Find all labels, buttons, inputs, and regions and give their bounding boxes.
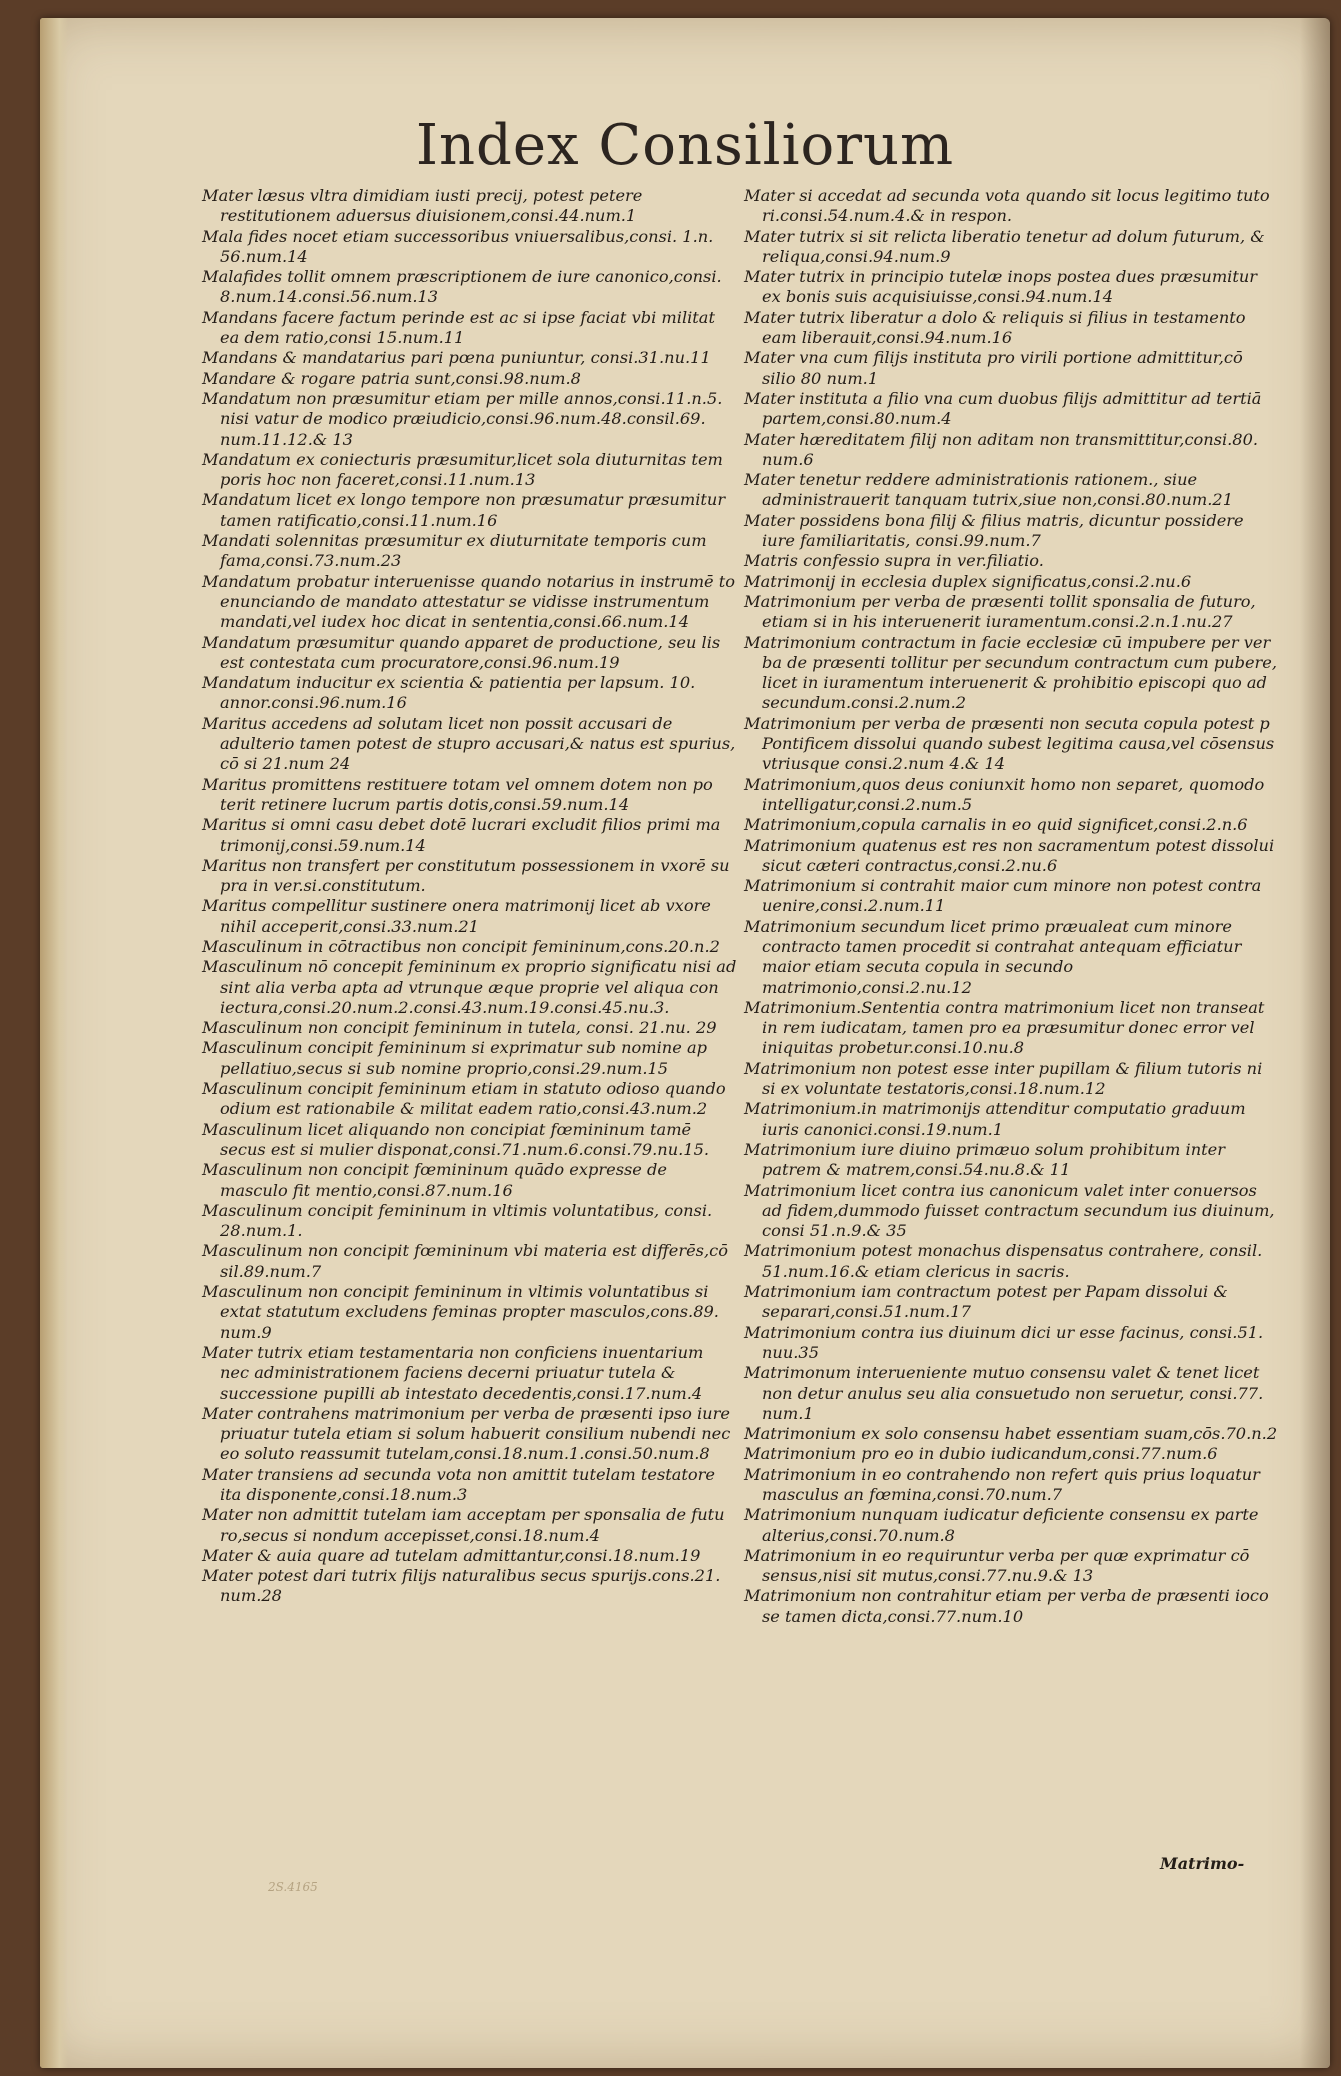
index-entry: Matrimonium licet contra ius canonicum valet inter conuersos ad fidem,dummodo fuisset contractum secundum ius diuinum, consi 51.n.9.& 35: [744, 1180, 1275, 1241]
index-entry: Masculinum nō concepit femininum ex proprio significatu nisi ad sint alia verba apta ad vtrunque æque proprie vel aliqua con iectura,consi.20.num.2.consi.43.num.19.consi.45.nu.3.: [202, 957, 737, 1017]
index-entry: Mater tutrix in principio tutelæ inops postea dues præsumitur ex bonis suis acquisiuisse,consi.94.num.14: [744, 267, 1258, 307]
index-entry: Masculinum concipit femininum si exprimatur sub nomine ap pellatiuo,secus si sub nomine proprio,consi.29.num.15: [202, 1038, 707, 1078]
index-entry: Matrimonium nunquam iudicatur deficiente consensu ex parte alterius,consi.70.num.8: [744, 1505, 1259, 1545]
index-entry: Matrimonium pro eo in dubio iudicandum,consi.77.num.6: [744, 1444, 1218, 1464]
index-entry: Mater instituta a filio vna cum duobus filijs admittitur ad tertiā partem,consi.80.num.4: [744, 388, 1262, 429]
index-entry: Mater tutrix si sit relicta liberatio tenetur ad dolum futurum, & reliqua,consi.94.num.9: [744, 226, 1265, 266]
index-entry: Matris confessio supra in ver.filiatio.: [744, 551, 1044, 571]
index-entry: Mandatum ex coniecturis præsumitur,licet sola diuturnitas tem poris hoc non faceret,consi.11.num.13: [202, 449, 723, 490]
index-entry: Mater tenetur reddere administrationis rationem., siue administrauerit tanquam tutrix,siue non,consi.80.num.21: [744, 470, 1233, 510]
index-entry: Matrimonium secundum licet primo præualeat cum minore contracto tamen procedit si contrahat antequam efficiatur maior etiam secuta copula in secundo matrimonio,consi.2.nu.12: [744, 916, 1242, 997]
index-entry: Malafides tollit omnem præscriptionem de iure canonico,consi. 8.num.14.consi.56.num.13: [202, 267, 722, 307]
index-entry: Masculinum non concipit femininum in vltimis voluntatibus si extat statutum excludens feminas propter masculos,cons.89. num.9: [202, 1282, 719, 1342]
index-entry: Mater potest dari tutrix filijs naturalibus secus spurijs.cons.21. num.28: [202, 1566, 721, 1606]
index-entry: Matrimonium,quos deus coniunxit homo non separet, quomodo intelligatur,consi.2.num.5: [744, 774, 1265, 814]
index-entry: Masculinum non concipit fœmininum quādo expresse de masculo fit mentio,consi.87.num.16: [202, 1160, 667, 1200]
index-entry: Matrimonium ex solo consensu habet essentiam suam,cōs.70.n.2: [744, 1424, 1278, 1444]
index-entry: Matrimonium per verba de præsenti non secuta copula potest p Pontificem dissolui quando subest legitima causa,vel cōsensus vtriusque consi.2.num 4.& 14: [744, 713, 1275, 774]
index-entry: Mater contrahens matrimonium per verba de præsenti ipso iure priuatur tutela etiam si solum habuerit consilium nubendi nec eo soluto reassumit tutelam,consi.18.num.1.consi.50.num.8: [202, 1403, 731, 1464]
index-entry: Matrimonium.Sententia contra matrimonium licet non transeat in rem iudicatam, tamen pro ea præsumitur donec error vel iniquitas probetur.consi.10.nu.8: [744, 997, 1265, 1058]
index-entry: Mater læsus vltra dimidiam iusti precij, potest petere restitutionem aduersus diuisionem,consi.44.num.1: [202, 186, 643, 226]
index-entry: Mandatum licet ex longo tempore non præsumatur præsumitur tamen ratificatio,consi.11.num.16: [202, 490, 726, 530]
index-entry: Matrimonium contra ius diuinum dici ur esse facinus, consi.51. nuu.35: [744, 1322, 1264, 1362]
index-entry: Masculinum in cōtractibus non concipit femininum,cons.20.n.2: [202, 936, 720, 956]
index-entry: Maritus compellitur sustinere onera matrimonij licet ab vxore nihil acceperit,consi.33.num.21: [202, 896, 711, 936]
index-entry: Mater transiens ad secunda vota non amittit tutelam testatore ita disponente,consi.18.num.3: [202, 1464, 715, 1504]
index-entry: Mater tutrix liberatur a dolo & reliquis si filius in testamento eam liberauit,consi.94.num.16: [744, 307, 1246, 348]
index-entry: Mandare & rogare patria sunt,consi.98.num.8: [202, 368, 581, 388]
index-entry: Matrimonium potest monachus dispensatus contrahere, consil. 51.num.16.& etiam clericus in sacris.: [744, 1241, 1263, 1281]
index-column-right: [744, 186, 1279, 1627]
index-entry: Matrimonium,copula carnalis in eo quid significet,consi.2.n.6: [744, 815, 1248, 835]
index-entry: Masculinum concipit femininum in vltimis voluntatibus, consi. 28.num.1.: [202, 1200, 713, 1241]
index-column-left: [202, 186, 737, 1607]
index-entry: Mandatum non præsumitur etiam per mille annos,consi.11.n.5. nisi vatur de modico præiudicio,consi.96.num.48.consil.69. num.11.12.& 13: [202, 388, 723, 449]
index-entry: Mandans & mandatarius pari pœna puniuntur, consi.31.nu.11: [202, 348, 711, 368]
index-entry: Matrimonium iam contractum potest per Papam dissolui & separari,consi.51.num.17: [744, 1282, 1228, 1322]
index-entry: Mandatum inducitur ex scientia & patientia per lapsum. 10. annor.consi.96.num.16: [202, 673, 696, 713]
index-entry: Masculinum concipit femininum etiam in statuto odioso quando odium est rationabile & militat eadem ratio,consi.43.num.2: [202, 1079, 726, 1119]
index-entry: Matrimonium in eo requiruntur verba per quæ exprimatur cō sensus,nisi sit mutus,consi.77.nu.9.& 13: [744, 1545, 1250, 1586]
index-entry: Mandatum præsumitur quando apparet de productione, seu lis est contestata cum procuratore,consi.96.num.19: [202, 632, 721, 672]
index-entry: Mandati solennitas præsumitur ex diuturnitate temporis cum fama,consi.73.num.23: [202, 531, 707, 571]
index-entry: Matrimonium per verba de præsenti tollit sponsalia de futuro, etiam si in his interuenerit iuramentum.consi.2.n.1.nu.27: [744, 591, 1256, 632]
index-entry: Matrimonium si contrahit maior cum minore non potest contra uenire,consi.2.num.11: [744, 876, 1262, 916]
index-entry: Matrimonium.in matrimonijs attenditur computatio graduum iuris canonici.consi.19.num.1: [744, 1099, 1246, 1139]
index-entry: Matrimonium non potest esse inter pupillam & filium tutoris ni si ex voluntate testatoris,consi.18.num.12: [744, 1058, 1263, 1099]
index-entry: Matrimonium contractum in facie ecclesiæ cū impubere per ver ba de præsenti tollitur per secundum contractum cum pubere, licet in iuramentum interuenerit & prohibitio episcopi quo ad secundum.consi.2.num.2: [744, 632, 1278, 713]
index-entry: Mater & auia quare ad tutelam admittantur,consi.18.num.19: [202, 1545, 701, 1565]
index-entry: Matrimonum interueniente mutuo consensu valet & tenet licet non detur anulus seu alia consuetudo non seruetur, consi.77. num.1: [744, 1363, 1264, 1423]
index-entry: Mater non admittit tutelam iam acceptam per sponsalia de futu ro,secus si nondum accepisset,consi.18.num.4: [202, 1505, 725, 1545]
index-entry: Matrimonij in ecclesia duplex significatus,consi.2.nu.6: [744, 571, 1192, 591]
page-title: Index Consiliorum: [415, 113, 955, 178]
index-entry: Masculinum non concipit femininum in tutela, consi. 21.nu. 29: [202, 1018, 717, 1038]
index-entry: Mandans facere factum perinde est ac si ipse faciat vbi militat ea dem ratio,consi 15.num.11: [202, 307, 715, 348]
catchword: Matrimo-: [1160, 1854, 1245, 1873]
library-stamp: 2S.4165: [268, 1880, 318, 1894]
index-entry: Maritus si omni casu debet dotē lucrari excludit filios primi ma trimonij,consi.59.num.14: [202, 815, 721, 855]
index-entry: Matrimonium quatenus est res non sacramentum potest dissolui sicut cæteri contractus,consi.2.nu.6: [744, 835, 1275, 875]
index-entry: Mandatum probatur interuenisse quando notarius in instrumē to enunciando de mandato attestatur se vidisse instrumentum mandati,vel iudex hoc dicat in sententia,consi.66.num.14: [202, 571, 736, 632]
gutter-shadow: [1300, 18, 1330, 2068]
index-entry: Maritus promittens restituere totam vel omnem dotem non po terit retinere lucrum partis dotis,consi.59.num.14: [202, 774, 713, 814]
index-entry: Matrimonium iure diuino primæuo solum prohibitum inter patrem & matrem,consi.54.nu.8.& 11: [744, 1139, 1225, 1180]
index-entry: Mater vna cum filijs instituta pro virili portione admittitur,cō silio 80 num.1: [744, 348, 1243, 388]
index-entry: Masculinum non concipit fœmininum vbi materia est differēs,cō sil.89.num.7: [202, 1241, 728, 1281]
index-entry: Mala fides nocet etiam successoribus vniuersalibus,consi. 1.n. 56.num.14: [202, 226, 714, 266]
index-entry: Matrimonium in eo contrahendo non refert quis prius loquatur masculus an fœmina,consi.70.num.7: [744, 1464, 1260, 1504]
index-entry: Mater tutrix etiam testamentaria non conficiens inuentarium nec administrationem faciens decerni priuatur tutela & successione pupilli ab intestato decedentis,consi.17.num.4: [202, 1342, 704, 1403]
index-entry: Maritus non transfert per constitutum possessionem in vxorē su pra in ver.si.constitutum.: [202, 855, 730, 896]
page-edge: [40, 18, 68, 2068]
index-entry: Matrimonium non contrahitur etiam per verba de præsenti ioco se tamen dicta,consi.77.num.10: [744, 1586, 1269, 1626]
index-entry: Mater possidens bona filij & filius matris, dicuntur possidere iure familiaritatis, consi.99.num.7: [744, 510, 1244, 551]
book-page: [40, 18, 1330, 2068]
index-entry: Mater hæreditatem filij non aditam non transmittitur,consi.80. num.6: [744, 429, 1259, 469]
index-entry: Mater si accedat ad secunda vota quando sit locus legitimo tuto ri.consi.54.num.4.& in respon.: [744, 186, 1270, 226]
index-entry: Maritus accedens ad solutam licet non possit accusari de adulterio tamen potest de stupro accusari,& natus est spurius, cō si 21.num 24: [202, 713, 736, 774]
index-entry: Masculinum licet aliquando non concipiat fœmininum tamē secus est si mulier disponat,consi.71.num.6.consi.79.nu.15.: [202, 1119, 710, 1159]
